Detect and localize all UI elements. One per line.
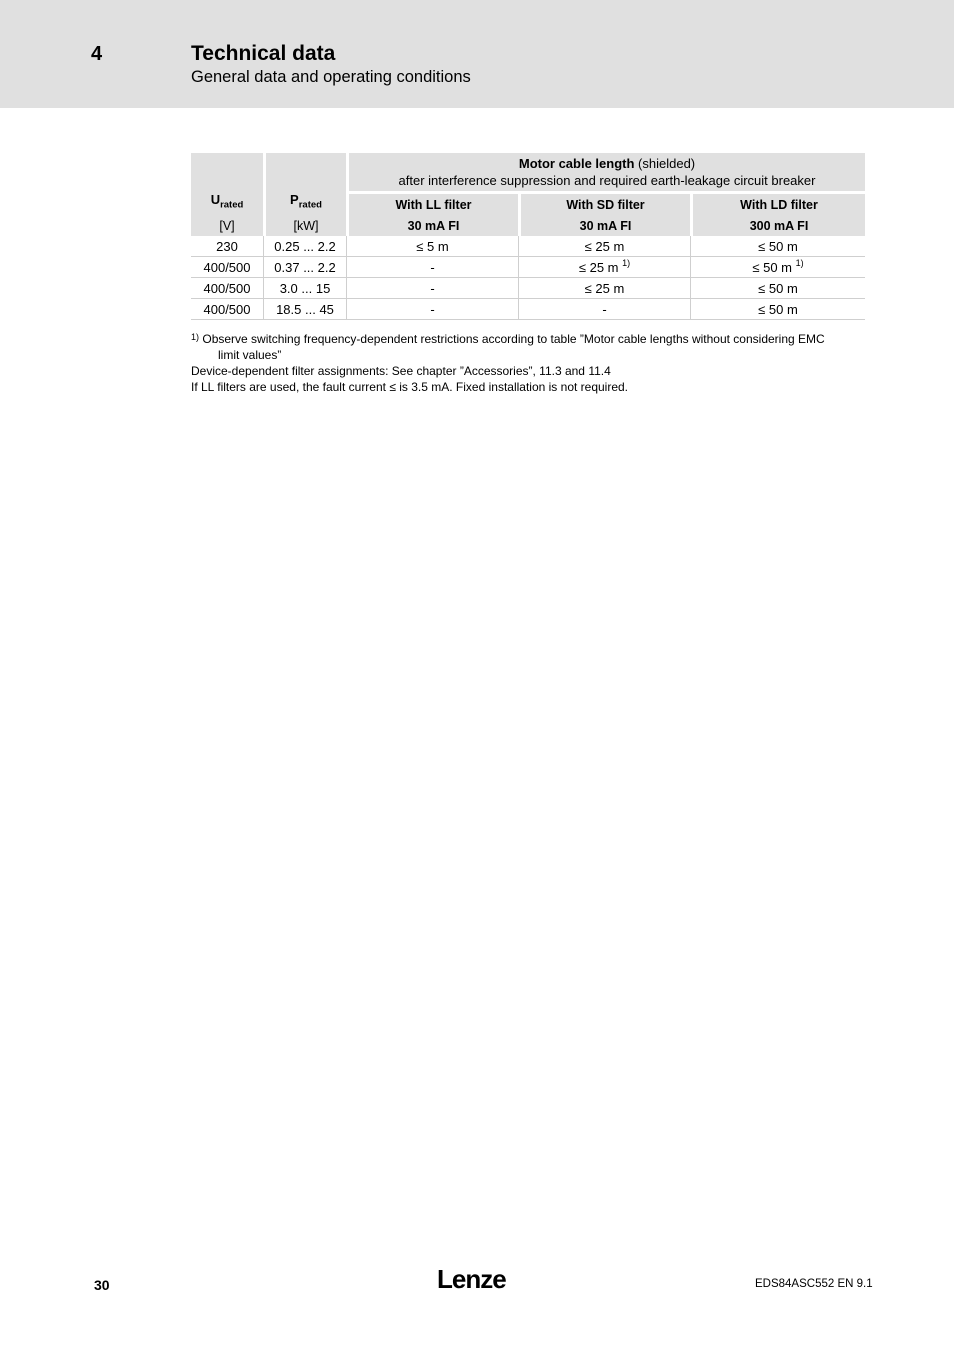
cell-ll: [346, 236, 518, 257]
cell-ld-value: ≤ 50 m: [758, 301, 798, 317]
cell-ll-value: -: [430, 259, 435, 275]
cell-ll-value: -: [430, 301, 435, 317]
cell-p: 0.37 ... 2.2: [263, 257, 346, 278]
header-ll-filter: With LL filter: [346, 191, 518, 215]
header-sd-fi: 30 mA FI: [518, 215, 690, 236]
page-subtitle: General data and operating conditions: [191, 68, 471, 86]
cell-sd-value: ≤ 25 m: [584, 238, 625, 254]
group-title-bold: Motor cable length: [518, 156, 635, 171]
cell-ll-value: ≤ 5 m: [416, 238, 449, 254]
group-title-rest: (shielded): [638, 156, 696, 171]
page-number: 30: [94, 1277, 110, 1293]
header-ld-fi: 300 mA FI: [690, 215, 865, 236]
u-symbol: U: [210, 192, 221, 208]
u-subscript: rated: [220, 200, 244, 211]
cell-ll: [346, 278, 518, 299]
header-motor-cable-length: [346, 153, 865, 191]
footnote-ref: 1): [795, 257, 804, 268]
p-symbol: P: [290, 192, 299, 208]
footnote-text-line2: limit values”: [218, 348, 282, 362]
table-row: [191, 257, 865, 278]
header-sd-filter: With SD filter: [518, 191, 690, 215]
header-band: [0, 0, 954, 108]
table-row: [191, 236, 865, 257]
note-filter-assignments: Device-dependent filter assignments: See chapter ”Accessories”, 11.3 and 11.4: [191, 364, 611, 378]
p-subscript: rated: [298, 200, 322, 211]
footnote: [191, 331, 861, 347]
cell-ld-value: ≤ 50 m: [758, 280, 798, 296]
cell-ld: [690, 236, 865, 257]
cell-u: 230: [191, 236, 263, 257]
motor-cable-length-table: [191, 153, 865, 320]
header-p-unit: [kW]: [263, 215, 346, 236]
cell-u: 400/500: [191, 278, 263, 299]
cell-sd: [518, 257, 690, 278]
page-title: Technical data: [191, 42, 336, 65]
cell-ll: [346, 299, 518, 320]
cell-sd: [518, 299, 690, 320]
header-ll-fi: 30 mA FI: [346, 215, 518, 236]
cell-sd-value: -: [602, 301, 607, 317]
header-u-rated: [191, 153, 263, 215]
cell-ld-value: ≤ 50 m: [758, 238, 798, 254]
group-subtitle: after interference suppression and required earth-leakage circuit breaker: [398, 173, 816, 188]
cell-ld: [690, 278, 865, 299]
cell-ld: [690, 257, 865, 278]
cell-p: 3.0 ... 15: [263, 278, 346, 299]
cell-sd: [518, 236, 690, 257]
cell-p: 0.25 ... 2.2: [263, 236, 346, 257]
footnote-text-line1: Observe switching frequency-dependent restrictions according to table ”Motor cable lengths without considering EMC: [202, 332, 825, 346]
header-ld-filter: With LD filter: [690, 191, 865, 215]
cell-u: 400/500: [191, 257, 263, 278]
cell-ld-value: ≤ 50 m: [752, 259, 792, 275]
header-u-unit: [V]: [191, 215, 263, 236]
cell-ll: [346, 257, 518, 278]
cell-sd-value: ≤ 25 m: [578, 259, 619, 275]
note-fault-current: If LL filters are used, the fault current ≤ is 3.5 mA. Fixed installation is not required.: [191, 380, 629, 394]
footnote-ref: 1): [622, 257, 631, 268]
lenze-logo: Lenze: [437, 1264, 506, 1294]
footnote-mark: 1): [191, 332, 200, 342]
chapter-number: 4: [91, 43, 103, 65]
table-notes: [191, 331, 861, 395]
document-id: EDS84ASC552 EN 9.1: [755, 1278, 873, 1290]
cell-sd: [518, 278, 690, 299]
cell-ll-value: -: [430, 280, 435, 296]
cell-u: 400/500: [191, 299, 263, 320]
table-row: [191, 278, 865, 299]
cell-sd-value: ≤ 25 m: [584, 280, 625, 296]
table-row: [191, 299, 865, 320]
cell-p: 18.5 ... 45: [263, 299, 346, 320]
header-p-rated: [263, 153, 346, 215]
cell-ld: [690, 299, 865, 320]
